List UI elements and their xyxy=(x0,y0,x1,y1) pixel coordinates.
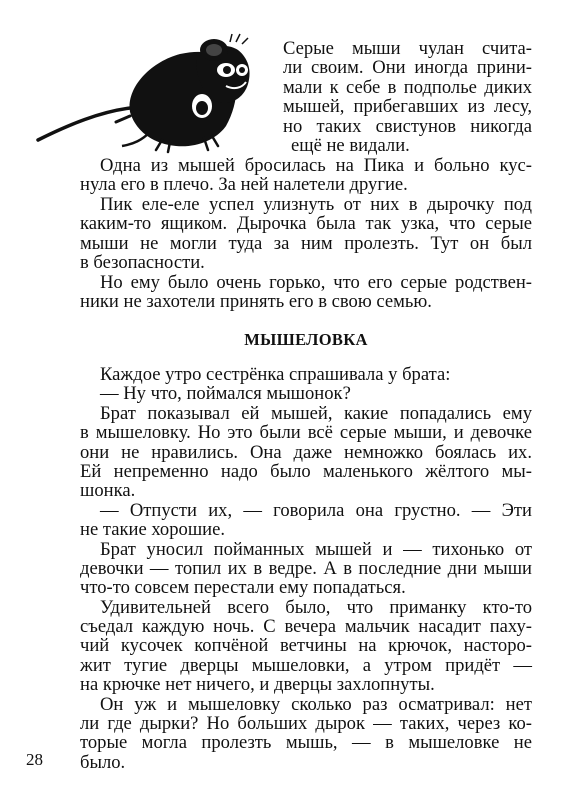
text-line: в безопасности. xyxy=(80,252,205,274)
paragraph xyxy=(80,501,532,540)
text-line: Брат показывал ей мышей, какие попадались ему xyxy=(100,402,532,424)
text-line: ли где дырки? Но больших дырок — таких, через ко- xyxy=(80,713,532,735)
text-line: ещё не видали. xyxy=(291,134,410,156)
text-line: Пик еле-еле успел улизнуть от них в дырочку под xyxy=(100,194,532,215)
text-line: Он уж и мышеловку сколько раз осматривал: нет xyxy=(100,693,532,715)
intro-paragraph xyxy=(283,39,532,155)
mouse-illustration-icon xyxy=(30,28,260,156)
text-line: но таких свистунов никогда xyxy=(283,115,532,137)
paragraph xyxy=(80,273,532,312)
text-line: шонка. xyxy=(80,480,136,502)
text-line: жит тугие дверцы мышеловки, а утром придёт — xyxy=(80,654,532,676)
text-line: не такие хорошие. xyxy=(80,519,225,541)
paragraph xyxy=(80,365,532,384)
text-line: — Отпусти их, — говорила она грустно. — Эти xyxy=(100,499,532,521)
text-line: Но ему было очень горько, что его серые родствен- xyxy=(100,272,532,293)
text-line: — Ну что, поймался мышонок? xyxy=(100,383,351,405)
page-number: 28 xyxy=(26,750,43,769)
paragraph xyxy=(80,156,532,195)
paragraph xyxy=(80,540,532,598)
paragraph xyxy=(80,384,532,403)
text-line: мали к себе в подполье диких xyxy=(283,76,532,98)
paragraph xyxy=(80,598,532,695)
text-line: Одна из мышей бросилась на Пика и больно кус- xyxy=(100,155,532,176)
text-line: ники не захотели принять его в свою семью. xyxy=(80,291,432,313)
text-line: что-то совсем перестали ему попадаться. xyxy=(80,577,406,599)
paragraph xyxy=(80,695,532,773)
text-line: торые могла пролезть мышь, — в мышеловке не xyxy=(80,732,532,754)
text-line: съедал каждую ночь. С вечера мальчик насадит паху- xyxy=(80,616,532,638)
paragraph xyxy=(80,404,532,501)
text-line: Серые мыши чулан счита- xyxy=(283,38,532,59)
paragraph xyxy=(80,195,532,273)
text-line: было. xyxy=(80,751,126,773)
text-line: в мышеловку. Но это были всё серые мыши, и девочке xyxy=(80,422,532,444)
text-line: мыши не могли туда за ним пролезть. Тут он был xyxy=(80,232,532,254)
text-line: ли своим. Они иногда прини- xyxy=(283,57,532,79)
text-line: Ей непременно надо было маленького жёлтого мы- xyxy=(80,460,532,482)
text-line: Брат уносил пойманных мышей и — тихонько от xyxy=(100,538,532,560)
text-line: мышей, прибегавших из лесу, xyxy=(283,96,532,118)
text-line: чий кусочек копчёной ветчины на крючок, насторо- xyxy=(80,635,532,657)
text-line: они не нравились. Она даже немножко боялась их. xyxy=(80,441,532,463)
text-line: Удивительней всего было, что приманку кто-то xyxy=(100,596,532,618)
chapter-body xyxy=(80,365,532,772)
chapter-heading: МЫШЕЛОВКА xyxy=(244,330,368,349)
text-line: нула его в плечо. За ней налетели другие. xyxy=(80,174,408,196)
text-line: на крючке нет ничего, и дверцы захлопнуты. xyxy=(80,674,435,696)
text-line: каким-то ящиком. Дырочка была так узка, что серые xyxy=(80,213,532,235)
text-line: девочки — топил их в ведре. А в последние дни мыши xyxy=(80,557,532,579)
text-line: Каждое утро сестрёнка спрашивала у брата: xyxy=(100,364,451,385)
